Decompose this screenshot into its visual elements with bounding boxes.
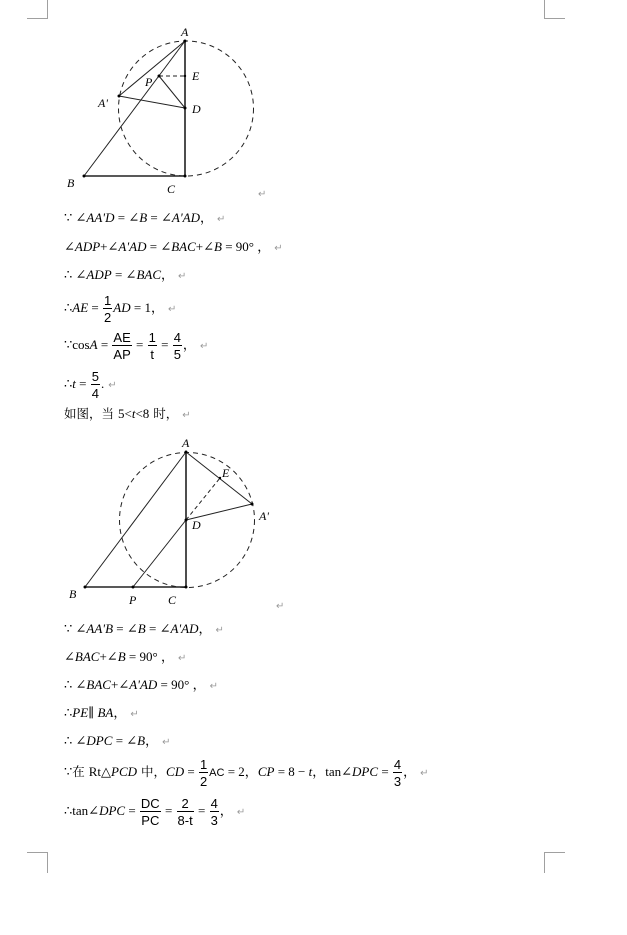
angle-dpc: ∠DPC <box>88 803 126 818</box>
parallel-symbol: ∥ <box>88 705 95 720</box>
case-heading <box>64 402 191 426</box>
angle-bac: ∠BAC <box>125 267 161 282</box>
label-d: D <box>192 102 201 116</box>
equals: = <box>274 764 289 779</box>
angle-a1ad: ∠A'AD <box>159 621 199 636</box>
segment-pd <box>159 76 185 108</box>
denominator: AP <box>113 347 131 363</box>
denominator: t <box>150 347 155 363</box>
right-triangle-symbol: Rt△ <box>88 764 112 779</box>
numerator: 5 <box>91 369 99 385</box>
variable-t: t <box>308 764 313 779</box>
punctuation: ， <box>192 677 206 692</box>
segment-a1d <box>119 96 185 108</box>
fraction-one-half <box>103 294 112 324</box>
proof-line-10 <box>64 673 218 697</box>
segment-ab <box>85 452 186 587</box>
punctuation: ， <box>113 705 127 720</box>
fraction-one-over-t <box>148 331 157 361</box>
label-b: B <box>69 587 77 601</box>
paragraph-mark: ↵ <box>209 681 218 692</box>
punctuation: ， <box>182 337 196 352</box>
denominator: 3 <box>210 813 218 829</box>
punctuation: ， <box>145 733 159 748</box>
label-c: C <box>167 182 176 196</box>
value: 2 <box>238 764 245 779</box>
triangle-pcd: PCD <box>111 764 138 779</box>
because-symbol: ∵ <box>64 621 76 636</box>
angle-a: A <box>89 337 98 352</box>
equals: = <box>145 621 160 636</box>
fraction-four-thirds <box>210 797 219 827</box>
paragraph-mark: ↵ <box>182 410 191 421</box>
angle-b: ∠B <box>128 210 148 225</box>
numerator: 4 <box>393 757 402 773</box>
fraction-four-fifths <box>173 331 182 361</box>
plus: + <box>110 677 119 692</box>
denominator: 5 <box>173 347 181 363</box>
because-symbol: ∵ <box>64 210 73 225</box>
equals: = <box>111 267 126 282</box>
angle-b: ∠B <box>126 621 146 636</box>
plus: + <box>195 239 204 254</box>
numerator: 1 <box>104 293 112 309</box>
text-in: 在 <box>72 764 89 779</box>
equals: = <box>75 376 90 391</box>
equals: = <box>88 300 103 315</box>
therefore-symbol: ∴ <box>64 677 76 692</box>
proof-line-2 <box>64 235 283 259</box>
punctuation: ， <box>244 764 258 779</box>
segment-ae: AE <box>72 300 89 315</box>
proof-line-14 <box>64 795 245 827</box>
paragraph-mark: ↵ <box>177 653 187 664</box>
segment-pd <box>133 520 186 587</box>
label-d: D <box>192 518 201 532</box>
angle-adp: ∠ADP <box>75 267 112 282</box>
plus: + <box>99 649 107 664</box>
denominator: PC <box>141 813 160 829</box>
paragraph-mark: ↵ <box>216 214 226 225</box>
equals: = <box>112 733 127 748</box>
numerator: 1 <box>148 330 156 346</box>
segment-ac: AC <box>209 767 225 779</box>
paragraph-mark: ↵ <box>420 768 429 779</box>
because-symbol: ∵ <box>64 337 73 352</box>
punctuation: ， <box>198 621 212 636</box>
fraction-four-thirds <box>393 758 402 788</box>
fraction-dc-over-pc <box>140 797 161 827</box>
segment-cp: CP <box>257 764 275 779</box>
segment-cd: CD <box>166 764 185 779</box>
numerator: DC <box>140 796 160 812</box>
equals: = <box>113 621 127 636</box>
proof-line-1 <box>64 206 225 230</box>
punctuation: ， <box>199 210 213 225</box>
paragraph-mark: ↵ <box>258 189 267 200</box>
label-a-prime: A' <box>98 96 108 110</box>
paragraph-mark: ↵ <box>167 304 177 315</box>
denominator: 2 <box>104 310 112 326</box>
equals: = <box>157 677 172 692</box>
equals: = <box>146 239 161 254</box>
therefore-symbol: ∴ <box>64 803 73 818</box>
case-text: 如图，当 <box>64 406 118 421</box>
punctuation: ， <box>160 649 174 664</box>
angle-bac: ∠BAC <box>64 649 100 664</box>
label-a: A <box>182 436 190 450</box>
paragraph-mark: ↵ <box>178 271 187 282</box>
paragraph-mark: ↵ <box>162 737 171 748</box>
label-p: P <box>129 593 137 607</box>
proof-line-6 <box>64 368 117 400</box>
paragraph-mark: ↵ <box>276 601 285 612</box>
denominator: 4 <box>91 386 99 402</box>
equals: = <box>125 803 139 818</box>
therefore-symbol: ∴ <box>64 733 76 748</box>
denominator: 2 <box>199 774 208 790</box>
label-a: A <box>181 25 189 39</box>
punctuation: . <box>100 376 105 391</box>
proof-line-5 <box>64 329 208 361</box>
therefore-symbol: ∴ <box>64 705 73 720</box>
less-than: < <box>135 406 143 421</box>
label-b: B <box>67 176 75 190</box>
equals: = <box>194 803 209 818</box>
diagram-1-labels <box>67 25 266 200</box>
value-90-degrees: 90° <box>235 239 258 254</box>
therefore-symbol: ∴ <box>64 300 73 315</box>
cos-function: cos <box>72 337 90 352</box>
label-c: C <box>168 593 177 607</box>
diagram-1 <box>83 40 254 178</box>
angle-b: ∠B <box>126 733 146 748</box>
angle-aa1d: ∠AA'D <box>75 210 115 225</box>
denominator: 8-t <box>177 813 193 829</box>
paragraph-mark: ↵ <box>199 341 209 352</box>
segment-ad: AD <box>113 300 131 315</box>
value: 1 <box>144 300 151 315</box>
fraction-one-half <box>199 758 208 788</box>
equals: = <box>224 764 239 779</box>
paragraph-mark: ↵ <box>130 709 139 720</box>
value-90-degrees: 90° <box>139 649 161 664</box>
equals: = <box>378 764 392 779</box>
proof-line-9 <box>64 645 186 669</box>
diagram-2-labels <box>69 436 284 612</box>
angle-dpc: ∠DPC <box>341 764 379 779</box>
angle-a1ad: ∠A'AD <box>107 239 147 254</box>
fraction-ae-over-ap <box>112 331 131 361</box>
proof-line-11 <box>64 701 139 725</box>
proof-line-12 <box>64 729 171 753</box>
text-within: 中， <box>137 764 167 779</box>
because-symbol: ∵ <box>64 764 73 779</box>
equals: = <box>147 210 162 225</box>
angle-bac: ∠BAC <box>160 239 196 254</box>
paragraph-mark: ↵ <box>215 625 224 636</box>
equals: = <box>184 764 198 779</box>
punctuation: ， <box>150 300 164 315</box>
angle-a1ad: ∠A'AD <box>118 677 158 692</box>
expression: 8 − <box>288 764 309 779</box>
punctuation: ， <box>257 239 271 254</box>
numerator: 2 <box>177 797 194 812</box>
case-text: 时， <box>149 406 179 421</box>
equals: = <box>157 337 172 352</box>
proof-line-8 <box>64 617 224 641</box>
paragraph-mark: ↵ <box>236 807 246 818</box>
equals: = <box>125 649 140 664</box>
tan-function: tan <box>72 803 89 818</box>
punctuation: ， <box>219 803 233 818</box>
punctuation: ， <box>161 267 175 282</box>
equals: = <box>132 337 147 352</box>
proof-line-4 <box>64 292 176 324</box>
numerator: 4 <box>173 330 181 346</box>
angle-bac: ∠BAC <box>75 677 111 692</box>
equals: = <box>161 803 176 818</box>
angle-dpc: ∠DPC <box>75 733 113 748</box>
tan-function: tan <box>325 764 342 779</box>
segment-de <box>186 478 220 520</box>
angle-adp: ∠ADP <box>64 239 101 254</box>
numerator: 1 <box>199 757 208 773</box>
numerator: AE <box>113 330 131 346</box>
variable-t: t <box>131 406 136 421</box>
proof-line-3 <box>64 263 186 287</box>
proof-line-13 <box>64 756 429 788</box>
label-a-prime: A' <box>259 509 269 523</box>
equals: = <box>114 210 129 225</box>
punctuation: ， <box>312 764 326 779</box>
angle-b: ∠B <box>203 239 222 254</box>
fraction-two-over-8-minus-t <box>177 797 194 827</box>
punctuation: ， <box>403 764 417 779</box>
equals: = <box>130 300 145 315</box>
label-e: E <box>222 466 230 480</box>
denominator: 3 <box>393 774 402 790</box>
therefore-symbol: ∴ <box>64 376 73 391</box>
angle-b: ∠B <box>106 649 126 664</box>
equals: = <box>221 239 236 254</box>
less-than: < <box>124 406 132 421</box>
equals: = <box>97 337 112 352</box>
fraction-five-fourths <box>91 370 100 400</box>
therefore-symbol: ∴ <box>64 267 76 282</box>
paragraph-mark: ↵ <box>274 243 283 254</box>
paragraph-mark: ↵ <box>108 380 117 391</box>
segment-ba: BA <box>94 705 114 720</box>
plus: + <box>100 239 108 254</box>
upper-bound: 8 <box>142 406 150 421</box>
label-e: E <box>192 69 200 83</box>
value-90-degrees: 90° <box>171 677 193 692</box>
angle-a1ad: ∠A'AD <box>161 210 200 225</box>
variable-t: t <box>72 376 76 391</box>
label-p: P <box>145 75 153 89</box>
segment-pe: PE <box>72 705 89 720</box>
lower-bound: 5 <box>117 406 125 421</box>
angle-aa1b: ∠AA'B <box>75 621 114 636</box>
numerator: 4 <box>210 796 218 812</box>
